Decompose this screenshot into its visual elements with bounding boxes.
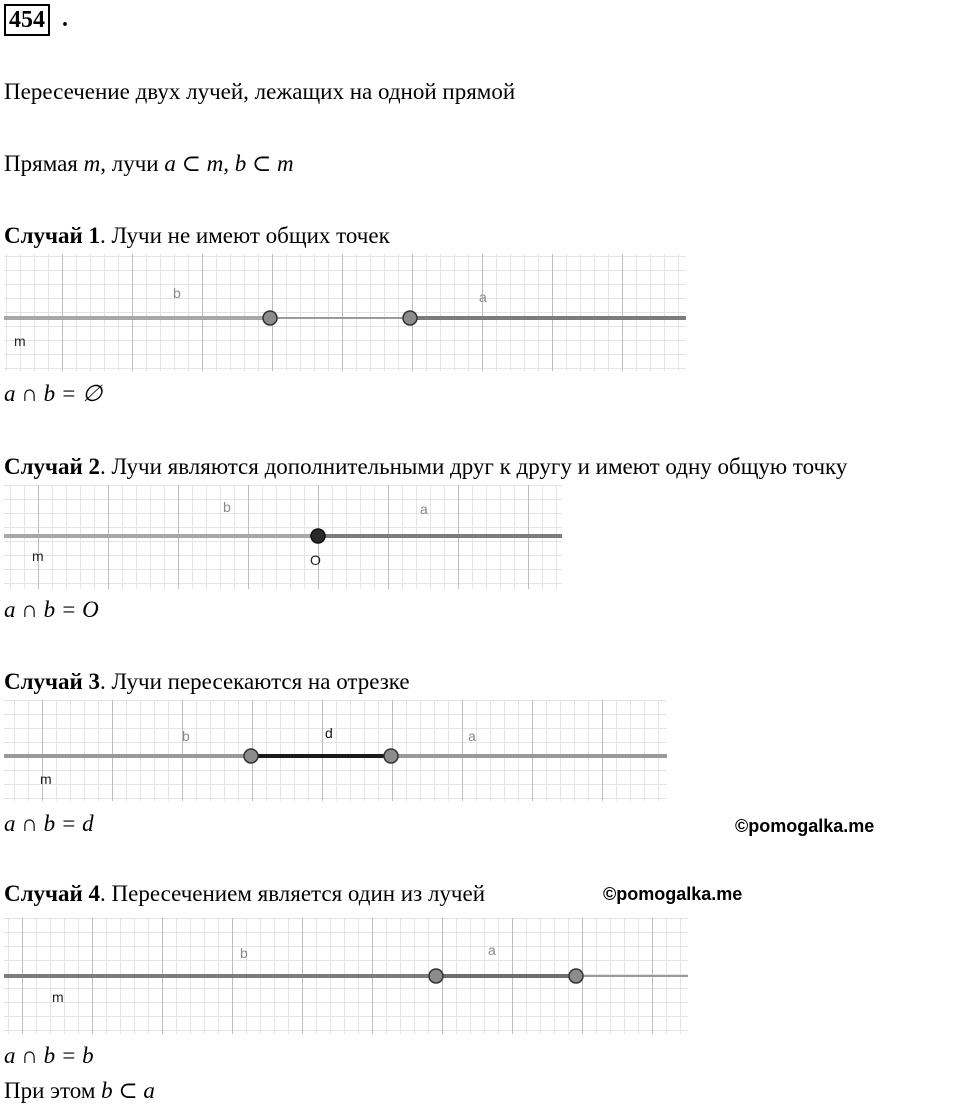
case-3-point-left <box>244 749 258 763</box>
case-4-label-b: b <box>240 945 248 961</box>
case-1-figure <box>4 254 686 371</box>
case-3-text: . Лучи пересекаются на отрезке <box>100 669 410 694</box>
case-2-label-m: m <box>32 548 44 564</box>
case-2-label-O: O <box>310 552 321 568</box>
case-3-label-a: a <box>468 728 476 744</box>
given-sep: , лучи <box>100 151 165 176</box>
case-1-label-b: b <box>173 285 181 301</box>
watermark-2: ©pomogalka.me <box>603 884 743 904</box>
case-3-label: Случай 3 <box>4 669 100 694</box>
case-1-label: Случай 1 <box>4 223 100 248</box>
case-3-label-d: d <box>325 725 333 741</box>
case-2-text: . Лучи являются дополнительными друг к другу и имеют одну общую точку <box>100 454 848 479</box>
case-3-figure <box>4 700 667 801</box>
case-3-result: a ∩ b = d <box>4 811 94 836</box>
problem-number: 454 <box>4 4 50 36</box>
case-4-heading <box>4 880 485 908</box>
case-3-heading <box>4 668 410 696</box>
case-4-label-m: m <box>52 989 64 1005</box>
case-4-point-left <box>429 969 443 983</box>
case-2-label: Случай 2 <box>4 454 100 479</box>
case-2-heading <box>4 453 847 481</box>
case-2-result: a ∩ b = O <box>4 597 99 622</box>
case-4-label-a: a <box>488 942 496 958</box>
case-2-label-a: a <box>420 501 428 517</box>
case-4-point-right <box>569 969 583 983</box>
given-line <box>4 150 294 178</box>
case-4-label: Случай 4 <box>4 881 100 906</box>
given-text: Прямая <box>4 151 84 176</box>
watermark-1: ©pomogalka.me <box>735 816 875 836</box>
case-3-point-right <box>384 749 398 763</box>
case-1-point-a-origin <box>403 311 417 325</box>
case-4-note <box>4 1077 155 1105</box>
case-4-figure <box>4 918 688 1034</box>
title: Пересечение двух лучей, лежащих на одной прямой <box>4 79 516 104</box>
case-1-label-a: a <box>479 289 487 305</box>
problem-number-dot: . <box>62 6 68 32</box>
given-relation: a ⊂ m, b ⊂ m <box>164 151 294 176</box>
case-1-heading <box>4 222 390 250</box>
case-2-figure <box>4 485 562 589</box>
case-4-text: . Пересечением является один из лучей <box>100 881 486 906</box>
case-3-grid-bg <box>4 700 667 801</box>
case-4-result: a ∩ b = b <box>4 1043 94 1068</box>
case-4-note-text: При этом <box>4 1078 102 1103</box>
case-1-text: . Лучи не имеют общих точек <box>100 223 390 248</box>
case-1-label-m: m <box>14 333 26 349</box>
case-2-label-b: b <box>223 499 231 515</box>
case-1-point-b-origin <box>263 311 277 325</box>
case-3-label-m: m <box>40 771 52 787</box>
given-m: m <box>83 151 101 176</box>
case-1-result: a ∩ b = ∅ <box>4 381 103 406</box>
case-4-note-relation: b ⊂ a <box>101 1078 155 1103</box>
case-2-point-O <box>311 529 325 543</box>
case-3-label-b: b <box>182 728 190 744</box>
